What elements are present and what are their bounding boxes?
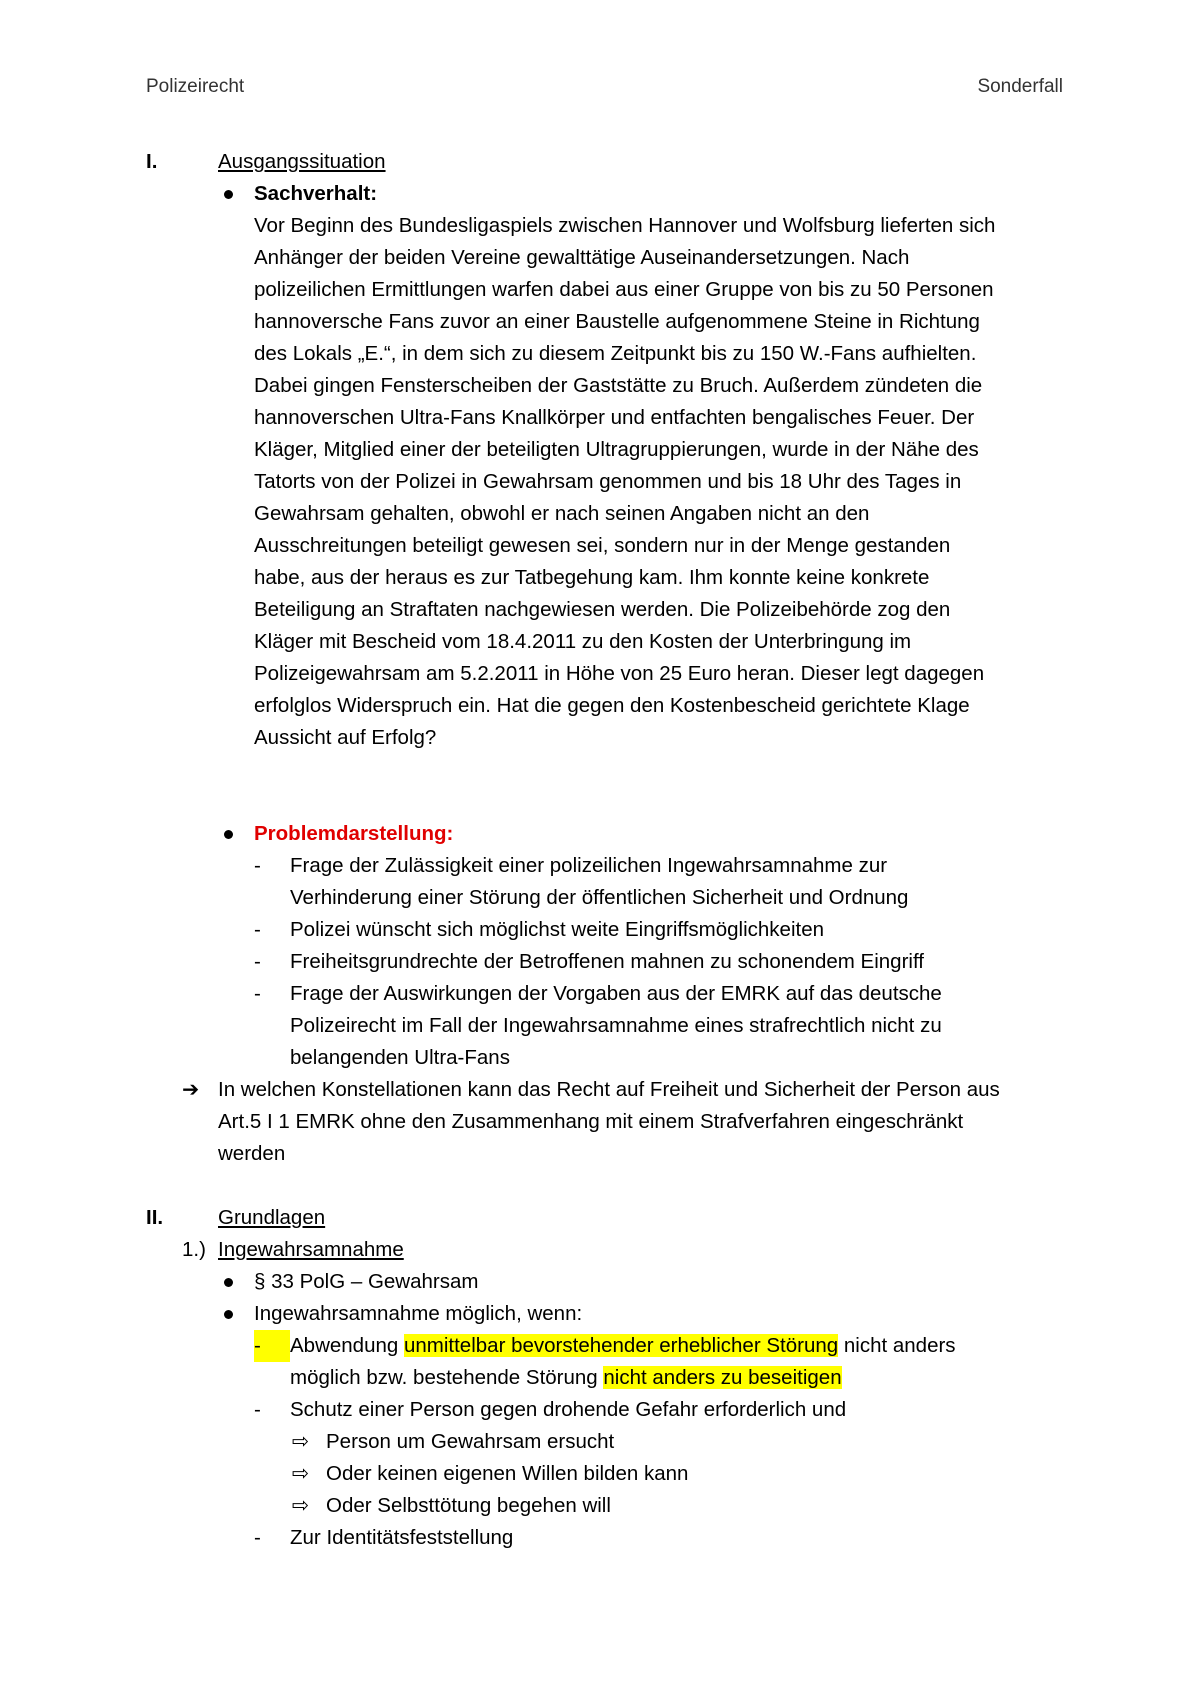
sub-condition: [146, 1490, 1066, 1522]
text-line: Anhänger der beiden Vereine gewalttätige Auseinandersetzungen. Nach: [254, 246, 910, 269]
bullet-item: [146, 1266, 1066, 1298]
text-line: Dabei gingen Fensterscheiben der Gaststätte zu Bruch. Außerdem zündeten die: [254, 374, 983, 397]
text-line: Frage der Auswirkungen der Vorgaben aus der EMRK auf das deutsche: [290, 982, 942, 1005]
condition-item: [146, 1394, 1066, 1426]
header-left: Polizeirecht: [146, 76, 245, 97]
subsection-number: 1.): [182, 1238, 206, 1261]
text-line: habe, aus der heraus es zur Tatbegehung kam. Ihm konnte keine konkrete: [254, 566, 930, 589]
text-line: Polizeigewahrsam am 5.2.2011 in Höhe von 25 Euro heran. Dieser legt dagegen: [254, 662, 985, 685]
problem-label: Problemdarstellung:: [254, 822, 454, 845]
text-line: hannoversche Fans zuvor an einer Baustelle aufgenommene Steine in Richtung: [254, 310, 980, 333]
dash-marker: -: [254, 918, 261, 941]
condition-item: [146, 1330, 1066, 1394]
outline-arrow-icon: ⇨: [292, 1462, 310, 1485]
section-heading-1: [146, 146, 1066, 178]
header-right: Sonderfall: [977, 76, 1063, 97]
text-span: Abwendung: [290, 1334, 404, 1357]
section-heading-2: [146, 1202, 1066, 1234]
dash-marker: -: [254, 1398, 261, 1421]
right-arrow-icon: ➔: [182, 1078, 200, 1101]
text-line: Oder keinen eigenen Willen bilden kann: [326, 1462, 689, 1485]
bullet-icon: [224, 1310, 233, 1319]
text-line: Zur Identitätsfeststellung: [290, 1526, 514, 1549]
text-line: Beteiligung an Straftaten nachgewiesen werden. Die Polizeibehörde zog den: [254, 598, 951, 621]
bullet-icon: [224, 830, 233, 839]
text-line: Verhinderung einer Störung der öffentlichen Sicherheit und Ordnung: [290, 886, 909, 909]
text-line: [290, 1362, 1066, 1394]
section-number: II.: [146, 1206, 164, 1229]
text-line: Ausschreitungen beteiligt gewesen sei, sondern nur in der Menge gestanden: [254, 534, 951, 557]
text-line: Oder Selbsttötung begehen will: [326, 1494, 611, 1517]
text-line: Polizeirecht im Fall der Ingewahrsamnahme eines strafrechtlich nicht zu: [290, 1014, 942, 1037]
bullet-icon: [224, 1278, 233, 1287]
text-line: Ingewahrsamnahme möglich, wenn:: [254, 1302, 583, 1325]
highlighted-text: unmittelbar bevorstehender erheblicher Störung: [403, 1334, 839, 1357]
text-line: hannoverschen Ultra-Fans Knallkörper und entfachten bengalisches Feuer. Der: [254, 406, 975, 429]
bullet-icon: [224, 190, 233, 199]
text-line: Gewahrsam gehalten, obwohl er nach seinen Angaben nicht an den: [254, 502, 870, 525]
text-line: des Lokals „E.“, in dem sich zu diesem Zeitpunkt bis zu 150 W.-Fans aufhielten.: [254, 342, 977, 365]
text-line: Tatorts von der Polizei in Gewahrsam genommen und bis 18 Uhr des Tages in: [254, 470, 962, 493]
dash-marker: -: [254, 1526, 261, 1549]
highlighted-text: nicht anders zu beseitigen: [603, 1366, 842, 1389]
text-line: [290, 1330, 1066, 1362]
bullet-item: [146, 1298, 1066, 1330]
sachverhalt-text: [146, 210, 1066, 754]
sachverhalt-label: Sachverhalt:: [254, 182, 378, 205]
dash-marker: -: [254, 950, 261, 973]
outline-arrow-icon: ⇨: [292, 1430, 310, 1453]
text-line: § 33 PolG – Gewahrsam: [254, 1270, 479, 1293]
text-span: nicht anders: [838, 1334, 956, 1357]
text-line: Vor Beginn des Bundesligaspiels zwischen Hannover und Wolfsburg lieferten sich: [254, 214, 996, 237]
text-line: Frage der Zulässigkeit einer polizeilichen Ingewahrsamnahme zur: [290, 854, 888, 877]
text-line: Freiheitsgrundrechte der Betroffenen mahnen zu schonendem Eingriff: [290, 950, 924, 973]
bullet-problemdarstellung: [146, 818, 1066, 850]
problem-item: [146, 946, 1066, 978]
problem-item: [146, 850, 1066, 914]
text-line: erfolglos Widerspruch ein. Hat die gegen den Kostenbescheid gerichtete Klage: [254, 694, 970, 717]
subsection-title: Ingewahrsamnahme: [218, 1238, 404, 1261]
subsection-heading: [146, 1234, 1066, 1266]
text-line: Polizei wünscht sich möglichst weite Eingriffsmöglichkeiten: [290, 918, 824, 941]
dash-marker: -: [254, 982, 261, 1005]
section-number: I.: [146, 150, 158, 173]
document-body: [146, 146, 1066, 1554]
section-title: Ausgangssituation: [218, 150, 386, 173]
section-title: Grundlagen: [218, 1206, 326, 1229]
text-line: Schutz einer Person gegen drohende Gefahr erforderlich und: [290, 1398, 847, 1421]
text-line: polizeilichen Ermittlungen warfen dabei aus einer Gruppe von bis zu 50 Personen: [254, 278, 994, 301]
conclusion: [146, 1074, 1066, 1170]
text-line: Art.5 I 1 EMRK ohne den Zusammenhang mit einem Strafverfahren eingeschränkt: [218, 1110, 964, 1133]
outline-arrow-icon: ⇨: [292, 1494, 310, 1517]
dash-marker: -: [254, 854, 261, 877]
dash-marker: -: [254, 1330, 290, 1362]
problem-item: [146, 914, 1066, 946]
text-line: Kläger mit Bescheid vom 18.4.2011 zu den Kosten der Unterbringung im: [254, 630, 912, 653]
text-line: Person um Gewahrsam ersucht: [326, 1430, 615, 1453]
text-line: Kläger, Mitglied einer der beteiligten Ultragruppierungen, wurde in der Nähe des: [254, 438, 979, 461]
text-line: In welchen Konstellationen kann das Recht auf Freiheit und Sicherheit der Person aus: [218, 1078, 1000, 1101]
sub-condition: [146, 1426, 1066, 1458]
text-line: werden: [218, 1142, 286, 1165]
condition-item: [146, 1522, 1066, 1554]
bullet-sachverhalt: [146, 178, 1066, 210]
problem-item: [146, 978, 1066, 1074]
text-span: möglich bzw. bestehende Störung: [290, 1366, 604, 1389]
text-line: Aussicht auf Erfolg?: [254, 726, 437, 749]
sub-condition: [146, 1458, 1066, 1490]
text-line: belangenden Ultra-Fans: [290, 1046, 510, 1069]
